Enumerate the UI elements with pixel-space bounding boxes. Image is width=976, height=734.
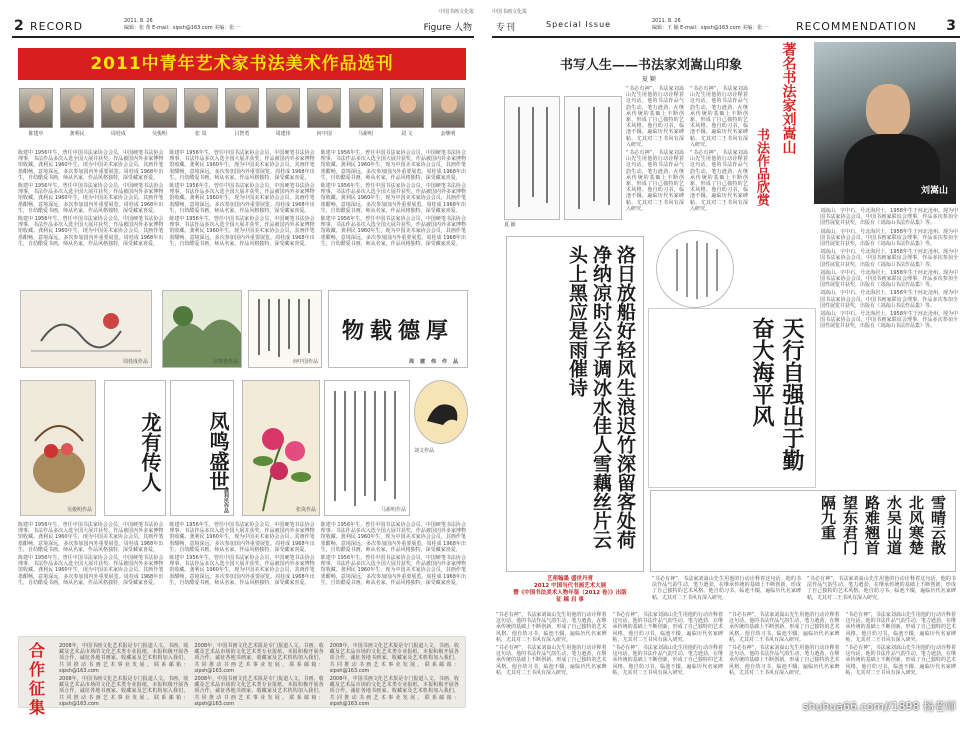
paragraph: 2008年，中国书画文化艺术报是专门报道人文、书画、收藏及艺术品市场的文化艺术类专业报纸，本报积极开展各项合作，诚征各地书画家、收藏家及艺术机构加入我们，共同推动书画艺术事业发展。联系邮箱：sipsh@163.com: [194, 676, 324, 707]
artwork-long-you: [104, 380, 166, 516]
running-script-lines: [325, 381, 410, 516]
portrait-photo: [19, 88, 53, 128]
paragraph: 陈建中 1956年生，曾任中国书法家协会会员，中国硬笔书法协会理事，书法作品多次入选全国大展并获奖，作品被国内外多家博物馆收藏。龚利民 1960年生，现为中国美术家协会会员，其画作笔墨酣畅，意境深远，多次参加国内外重要展览。周桂成 1968年出生，自幼酷爱书画，师从名家，作品风格独特，深受藏家喜爱。: [320, 150, 466, 181]
section-title: RECORD: [30, 20, 84, 33]
masthead: 中国书画文化报: [492, 9, 528, 15]
artwork-seal-script-2: [564, 96, 622, 220]
paragraph: 陈建中 1956年生，曾任中国书法家协会会员，中国硬笔书法协会理事，书法作品多次入选全国大展并获奖，作品被国内外多家博物馆收藏。龚利民 1960年生，现为中国美术家协会会员，其画作笔墨酣畅，意境深远，多次参加国内外重要展览。周桂成 1968年出生，自幼酷爱书画，师从名家，作品风格独特，深受藏家喜爱。: [169, 150, 315, 181]
portrait-photo: [349, 88, 383, 128]
seal-script-lines: [505, 97, 560, 220]
issue-date: 2011. 8. 26: [652, 18, 681, 24]
paragraph: 陈建中 1956年生，曾任中国书法家协会会员，中国硬笔书法协会理事，书法作品多次入选全国大展并获奖，作品被国内外多家博物馆收藏。龚利民 1960年生，现为中国美术家协会会员，其画作笔墨酣畅，意境深远，多次参加国内外重要展览。周桂成 1968年出生，自幼酷爱书画，师从名家，作品风格独特，深受藏家喜爱。: [169, 522, 315, 553]
left-page: [12, 8, 474, 717]
xue-qing-text: 雪晴云散北风寒楚水吴山道路难翘首望东君门隔九重: [819, 495, 947, 555]
artwork-caption: 吕智勇作品: [212, 359, 238, 365]
portrait-photo: [307, 88, 341, 128]
paragraph: 陈建中 1956年生，曾任中国书法家协会会员，中国硬笔书法协会理事，书法作品多次入选全国大展并获奖，作品被国内外多家博物馆收藏。龚利民 1960年生，现为中国美术家协会会员，其画作笔墨酣畅，意境深远，多次参加国内外重要展览。周桂成 1968年出生，自幼酷爱书画，师从名家，作品风格独特，深受藏家喜爱。: [320, 183, 466, 214]
section-title: RECOMMENDATION: [796, 20, 917, 33]
paragraph: 陈建中 1956年生，曾任中国书法家协会会员，中国硬笔书法协会理事，书法作品多次入选全国大展并获奖，作品被国内外多家博物馆收藏。龚利民 1960年生，现为中国美术家协会会员，其画作笔墨酣畅，意境深远，多次参加国内外重要展览。周桂成 1968年出生，自幼酷爱书画，师从名家，作品风格独特，深受藏家喜爱。: [320, 522, 466, 553]
landscape-sketch: [163, 291, 242, 368]
paragraph: 刘嵩山，字中石，号北海居士，1958年生于河北沧州。现为中国书法家协会会员，中国书画家联谊会理事，作品多次参加全国性展览并获奖，出版有《刘嵩山书法作品集》等。: [820, 208, 958, 227]
round-fan-script: [657, 231, 734, 308]
editor-line: 编辑：王 颖 E-mail：sipsh@163.com 美编：张 一: [652, 25, 769, 31]
article-body: [626, 86, 748, 226]
artwork-hou-de-zai-wu: [328, 290, 468, 368]
portrait-name: 周桂成: [110, 131, 126, 137]
portrait-name: 吴俊明: [152, 131, 168, 137]
paragraph: 2008年，中国书画文化艺术报是专门报道人文、书画、收藏及艺术品市场的文化艺术类专业报纸，本报积极开展各项合作，诚征各地书画家、收藏家及艺术机构加入我们，共同推动书画艺术事业发展。联系邮箱：sipsh@163.com: [59, 643, 189, 674]
artwork-caption: 何中国作品: [292, 359, 318, 365]
artwork-caption: 龚利民作品: [223, 488, 229, 513]
seal-script-lines: [565, 97, 622, 220]
artwork-main-poem: [506, 236, 644, 572]
paragraph: 夏 颖: [504, 222, 516, 228]
cooperation-box: [18, 636, 466, 717]
portrait-name: 张 岚: [194, 131, 207, 137]
paragraph: “书必有神”，书法家刘嵩山先生用他的行动诠释着这句话。他的书法作品气韵生动，笔力遒劲，在继承传统的基础上不断创新，形成了自己独特的艺术风格。他自幼习书，临池不辍，遍临历代名家碑帖，尤其对二王书风有深入研究。: [729, 645, 840, 676]
paragraph: “书必有神”，书法家刘嵩山先生用他的行动诠释着这句话。他的书法作品气韵生动，笔力遒劲，在继承传统的基础上不断创新，形成了自己独特的艺术风格。他自幼习书，临池不辍，遍临历代名家碑帖，尤其对二王书风有深入研究。: [845, 645, 956, 676]
paragraph: “书必有神”，书法家刘嵩山先生用他的行动诠释着这句话。他的书法作品气韵生动，笔力遒劲，在继承传统的基础上不断创新，形成了自己独特的艺术风格。他自幼习书，临池不辍，遍临历代名家碑帖，尤其对二王书风有深入研究。: [652, 576, 801, 601]
paragraph: “书必有神”，书法家刘嵩山先生用他的行动诠释着这句话。他的书法作品气韵生动，笔力遒劲，在继承传统的基础上不断创新，形成了自己独特的艺术风格。他自幼习书，临池不辍，遍临历代名家碑帖，尤其对二王书风有深入研究。: [496, 645, 607, 676]
portrait: [389, 88, 425, 144]
paragraph: “书必有神”，书法家刘嵩山先生用他的行动诠释着这句话。他的书法作品气韵生动，笔力遒劲，在继承传统的基础上不断创新，形成了自己独特的艺术风格。他自幼习书，临池不辍，遍临历代名家碑帖，尤其对二王书风有深入研究。: [729, 612, 840, 643]
calligraphy-text: 厚德载物: [342, 317, 455, 344]
paragraph: “书必有神”，书法家刘嵩山先生用他的行动诠释着这句话。他的书法作品气韵生动，笔力遒劲，在继承传统的基础上不断创新，形成了自己独特的艺术风格。他自幼习书，临池不辍，遍临历代名家碑帖，尤其对二王书风有深入研究。: [807, 576, 956, 601]
paragraph: 刘嵩山，字中石，号北海居士，1958年生于河北沧州。现为中国书法家协会会员，中国书画家联谊会理事，作品多次参加全国性展览并获奖，出版有《刘嵩山书法作品集》等。: [820, 290, 958, 309]
face-shape: [866, 84, 910, 136]
section-tag: Figure 人物: [423, 23, 472, 33]
paragraph: 陈建中 1956年生，曾任中国书法家协会会员，中国硬笔书法协会理事，书法作品多次入选全国大展并获奖，作品被国内外多家博物馆收藏。龚利民 1960年生，现为中国美术家协会会员，其画作笔墨酣畅，意境深远，多次参加国内外重要展览。周桂成 1968年出生，自幼酷爱书画，师从名家，作品风格独特，深受藏家喜爱。: [18, 522, 164, 553]
artwork-caption: 马新明作品: [380, 507, 406, 513]
vertical-subtitle: [750, 128, 772, 211]
portrait-name: 吕智勇: [234, 131, 250, 137]
article-body-lower: [18, 522, 466, 630]
paragraph: 2008年，中国书画文化艺术报是专门报道人文、书画、收藏及艺术品市场的文化艺术类专业报纸，本报积极开展各项合作，诚征各地书画家、收藏家及艺术机构加入我们，共同推动书画艺术事业发展。联系邮箱：sipsh@163.com: [59, 676, 189, 707]
portrait-photo: [101, 88, 135, 128]
portrait-photo: [60, 88, 94, 128]
portrait-photo: [225, 88, 259, 128]
article-title: 书写人生——书法家刘嵩山印象: [559, 58, 742, 73]
artist-photo: [814, 42, 956, 204]
portrait: [59, 88, 95, 144]
portrait-photo: [390, 88, 424, 128]
call-for-entries: [492, 576, 648, 610]
paragraph: “书必有神”，书法家刘嵩山先生用他的行动诠释着这句话。他的书法作品气韵生动，笔力遒劲，在继承传统的基础上不断创新，形成了自己独特的艺术风格。他自幼习书，临池不辍，遍临历代名家碑帖，尤其对二王书风有深入研究。: [626, 150, 684, 212]
artwork-tian-xing: [648, 308, 816, 488]
vertical-title: [774, 42, 802, 159]
artwork-caption: 刘文作品: [414, 448, 435, 454]
paragraph: 2008年，中国书画文化艺术报是专门报道人文、书画、收藏及艺术品市场的文化艺术类专业报纸，本报积极开展各项合作，诚征各地书画家、收藏家及艺术机构加入我们，共同推动书画艺术事业发展。联系邮箱：sipsh@163.com: [329, 676, 459, 707]
paragraph: 陈建中 1956年生，曾任中国书法家协会会员，中国硬笔书法协会理事，书法作品多次入选全国大展并获奖，作品被国内外多家博物馆收藏。龚利民 1960年生，现为中国美术家协会会员，其画作笔墨酣畅，意境深远，多次参加国内外重要展览。周桂成 1968年出生，自幼酷爱书画，师从名家，作品风格独特，深受藏家喜爱。: [169, 216, 315, 247]
portrait-name: 陈建中: [28, 131, 44, 137]
editor-line: 编辑：张 帮 E-mail：sipsh@163.com 美编：张 一: [124, 25, 241, 31]
artwork-caption: 吴俊明作品: [66, 507, 92, 513]
watermark: shuhua66.com//1898 杨老师: [802, 700, 956, 713]
portrait: [142, 88, 178, 144]
paragraph: 2008年，中国书画文化艺术报是专门报道人文、书画、收藏及艺术品市场的文化艺术类专业报纸，本报积极开展各项合作，诚征各地书画家、收藏家及艺术机构加入我们，共同推动书画艺术事业发展。联系邮箱：sipsh@163.com: [194, 643, 324, 674]
artwork-script: [248, 290, 322, 368]
artwork-caption: 张岚作品: [295, 507, 316, 513]
tian-xing-text: 天行自强出于勤奋大海平风: [749, 317, 805, 471]
artwork-landscape: [162, 290, 242, 368]
artwork-basket: [20, 380, 96, 516]
portrait: [430, 88, 466, 144]
paragraph: “书必有神”，书法家刘嵩山先生用他的行动诠释着这句话。他的书法作品气韵生动，笔力遒劲，在继承传统的基础上不断创新，形成了自己独特的艺术风格。他自幼习书，临池不辍，遍临历代名家碑帖，尤其对二王书风有深入研究。: [626, 86, 684, 148]
artwork-running-script: [324, 380, 410, 516]
artwork-caption: 周建伟作品: [408, 359, 464, 365]
portrait-name: 马新明: [357, 131, 373, 137]
paragraph: 陈建中 1956年生，曾任中国书法家协会会员，中国硬笔书法协会理事，书法作品多次入选全国大展并获奖，作品被国内外多家博物馆收藏。龚利民 1960年生，现为中国美术家协会会员，其画作笔墨酣畅，意境深远，多次参加国内外重要展览。周桂成 1968年出生，自幼酷爱书画，师从名家，作品风格独特，深受藏家喜爱。: [320, 555, 466, 586]
paragraph: “书必有神”，书法家刘嵩山先生用他的行动诠释着这句话。他的书法作品气韵生动，笔力遒劲，在继承传统的基础上不断创新，形成了自己独特的艺术风格。他自幼习书，临池不辍，遍临历代名家碑帖，尤其对二王书风有深入研究。: [612, 612, 723, 643]
paragraph: “书必有神”，书法家刘嵩山先生用他的行动诠释着这句话。他的书法作品气韵生动，笔力遒劲，在继承传统的基础上不断创新，形成了自己独特的艺术风格。他自幼习书，临池不辍，遍临历代名家碑帖，尤其对二王书风有深入研究。: [496, 612, 607, 643]
portrait: [348, 88, 384, 144]
painting-sketch: [21, 291, 152, 368]
section-left: 专刊: [496, 23, 517, 33]
calligraphy-text: 凤鸣盛世: [206, 411, 230, 491]
notice-body: [496, 612, 956, 706]
paragraph: 刘嵩山，字中石，号北海居士，1958年生于河北沧州。现为中国书法家协会会员，中国书画家联谊会理事，作品多次参加全国性展览并获奖，出版有《刘嵩山书法作品集》等。: [820, 249, 958, 268]
portrait-photo: [143, 88, 177, 128]
page-number: 2: [14, 18, 24, 34]
notice-line-2: 2012 中国当代书画艺术大展: [533, 583, 607, 589]
artwork-fan-horse: [414, 380, 468, 444]
vertical-title-text: 著名书法家刘嵩山: [780, 42, 797, 154]
portrait-name: 刘 文: [400, 131, 413, 137]
paragraph: 陈建中 1956年生，曾任中国书法家协会会员，中国硬笔书法协会理事，书法作品多次入选全国大展并获奖，作品被国内外多家博物馆收藏。龚利民 1960年生，现为中国美术家协会会员，其画作笔墨酣畅，意境深远，多次参加国内外重要展览。周桂成 1968年出生，自幼酷爱书画，师从名家，作品风格独特，深受藏家喜爱。: [320, 216, 466, 247]
paragraph: “书必有神”，书法家刘嵩山先生用他的行动诠释着这句话。他的书法作品气韵生动，笔力遒劲，在继承传统的基础上不断创新，形成了自己独特的艺术风格。他自幼习书，临池不辍，遍临历代名家碑帖，尤其对二王书风有深入研究。: [612, 645, 723, 676]
page-header: [492, 16, 960, 38]
horse-sketch: [415, 381, 468, 444]
paragraph: 2008年，中国书画文化艺术报是专门报道人文、书画、收藏及艺术品市场的文化艺术类专业报纸，本报积极开展各项合作，诚征各地书画家、收藏家及艺术机构加入我们，共同推动书画艺术事业发展。联系邮箱：sipsh@163.com: [329, 643, 459, 674]
portrait-name: 周建伟: [275, 131, 291, 137]
peony-sketch: [243, 381, 320, 516]
portrait: [183, 88, 219, 144]
portrait-row: [18, 88, 466, 144]
script-lines: [249, 291, 322, 368]
main-poem-text: 洛日放船好轻风生浪迟竹深留客处荷净纳凉时公子调冰水佳人雪藕丝片云头上黑应是雨催诗: [566, 245, 636, 549]
artwork-painting: [20, 290, 152, 368]
photo-caption: 刘嵩山: [920, 186, 948, 196]
paragraph: 陈建中 1956年生，曾任中国书法家协会会员，中国硬笔书法协会理事，书法作品多次入选全国大展并获奖，作品被国内外多家博物馆收藏。龚利民 1960年生，现为中国美术家协会会员，其画作笔墨酣畅，意境深远，多次参加国内外重要展览。周桂成 1968年出生，自幼酷爱书画，师从名家，作品风格独特，深受藏家喜爱。: [18, 216, 164, 247]
paragraph: 刘嵩山，字中石，号北海居士，1958年生于河北沧州。现为中国书法家协会会员，中国书画家联谊会理事，作品多次参加全国性展览并获奖，出版有《刘嵩山书法作品集》等。: [820, 228, 958, 248]
paragraph: “书必有神”，书法家刘嵩山先生用他的行动诠释着这句话。他的书法作品气韵生动，笔力遒劲，在继承传统的基础上不断创新，形成了自己独特的艺术风格。他自幼习书，临池不辍，遍临历代名家碑帖，尤其对二王书风有深入研究。: [845, 612, 956, 643]
right-page: [492, 8, 960, 714]
portrait: [100, 88, 136, 144]
article-body: [18, 150, 466, 290]
notice-body-top: [652, 576, 956, 610]
biography: [820, 208, 958, 488]
paragraph: 陈建中 1956年生，曾任中国书法家协会会员，中国硬笔书法协会理事，书法作品多次入选全国大展并获奖，作品被国内外多家博物馆收藏。龚利民 1960年生，现为中国美术家协会会员，其画作笔墨酣畅，意境深远，多次参加国内外重要展览。周桂成 1968年出生，自幼酷爱书画，师从名家，作品风格独特，深受藏家喜爱。: [169, 555, 315, 586]
article-author: 夏 颖: [642, 76, 656, 83]
artwork-seal-script-1: [504, 96, 560, 220]
page-header: [12, 16, 474, 38]
calligraphy-text: 龙有传人: [138, 412, 162, 492]
paragraph: “书必有神”，书法家刘嵩山先生用他的行动诠释着这句话。他的书法作品气韵生动，笔力遒劲，在继承传统的基础上不断创新，形成了自己独特的艺术风格。他自幼习书，临池不辍，遍临历代名家碑帖，尤其对二王书风有深入研究。: [690, 86, 748, 148]
paragraph: 刘嵩山，字中石，号北海居士，1958年生于河北沧州。现为中国书法家协会会员，中国书画家联谊会理事，作品多次参加全国性展览并获奖，出版有《刘嵩山书法作品集》等。: [820, 269, 958, 289]
portrait: [306, 88, 342, 144]
portrait: [265, 88, 301, 144]
paragraph: 陈建中 1956年生，曾任中国书法家协会会员，中国硬笔书法协会理事，书法作品多次入选全国大展并获奖，作品被国内外多家博物馆收藏。龚利民 1960年生，现为中国美术家协会会员，其画作笔墨酣畅，意境深远，多次参加国内外重要展览。周桂成 1968年出生，自幼酷爱书画，师从名家，作品风格独特，深受藏家喜爱。: [18, 183, 164, 214]
portrait: [224, 88, 260, 144]
issue-date: 2011. 8. 26: [124, 18, 153, 24]
paragraph: 刘嵩山，字中石，号北海居士，1958年生于河北沧州。现为中国书法家协会会员，中国书画家联谊会理事，作品多次参加全国性展览并获奖，出版有《刘嵩山书法作品集》等。: [820, 311, 958, 330]
notice-line-3: 暨《中国书法美术人物年鉴（2012 卷）》出版: [513, 590, 627, 596]
notice-line-1: 艺苑翰墨 盛世丹青: [547, 576, 593, 582]
artwork-caption: 周桂成作品: [122, 359, 148, 365]
article-body-2: [504, 222, 748, 234]
portrait-photo: [184, 88, 218, 128]
portrait-photo: [266, 88, 300, 128]
page-title: 2011中青年艺术家书法美术作品选刊: [18, 48, 466, 80]
paragraph: 陈建中 1956年生，曾任中国书法家协会会员，中国硬笔书法协会理事，书法作品多次入选全国大展并获奖，作品被国内外多家博物馆收藏。龚利民 1960年生，现为中国美术家协会会员，其画作笔墨酣畅，意境深远，多次参加国内外重要展览。周桂成 1968年出生，自幼酷爱书画，师从名家，作品风格独特，深受藏家喜爱。: [18, 555, 164, 586]
portrait-name: 金继明: [440, 131, 456, 137]
cooperation-title: 合作征集: [28, 641, 45, 717]
artwork-feng-ming: [170, 380, 234, 516]
portrait-name: 何中国: [316, 131, 332, 137]
paragraph: “书必有神”，书法家刘嵩山先生用他的行动诠释着这句话。他的书法作品气韵生动，笔力遒劲，在继承传统的基础上不断创新，形成了自己独特的艺术风格。他自幼习书，临池不辍，遍临历代名家碑帖，尤其对二王书风有深入研究。: [690, 150, 748, 212]
portrait-name: 龚利民: [69, 131, 85, 137]
paragraph: 陈建中 1956年生，曾任中国书法家协会会员，中国硬笔书法协会理事，书法作品多次入选全国大展并获奖，作品被国内外多家博物馆收藏。龚利民 1960年生，现为中国美术家协会会员，其画作笔墨酣畅，意境深远，多次参加国内外重要展览。周桂成 1968年出生，自幼酷爱书画，师从名家，作品风格独特，深受藏家喜爱。: [169, 183, 315, 214]
masthead: 中国书画文化报: [438, 9, 474, 15]
paragraph: 陈建中 1956年生，曾任中国书法家协会会员，中国硬笔书法协会理事，书法作品多次入选全国大展并获奖，作品被国内外多家博物馆收藏。龚利民 1960年生，现为中国美术家协会会员，其画作笔墨酣畅，意境深远，多次参加国内外重要展览。周桂成 1968年出生，自幼酷爱书画，师从名家，作品风格独特，深受藏家喜爱。: [18, 150, 164, 181]
vertical-subtitle-text: 书法作品欣赏: [754, 128, 769, 206]
page-number: 3: [946, 18, 956, 34]
artwork-peony: [242, 380, 320, 516]
artwork-xue-qing: [650, 490, 956, 572]
section-special: Special Issue: [546, 20, 612, 29]
artwork-round-fan: [656, 230, 734, 308]
notice-line-4: 征 稿 启 事: [556, 597, 584, 603]
portrait-photo: [431, 88, 465, 128]
portrait: [18, 88, 54, 144]
basket-sketch: [21, 381, 96, 516]
